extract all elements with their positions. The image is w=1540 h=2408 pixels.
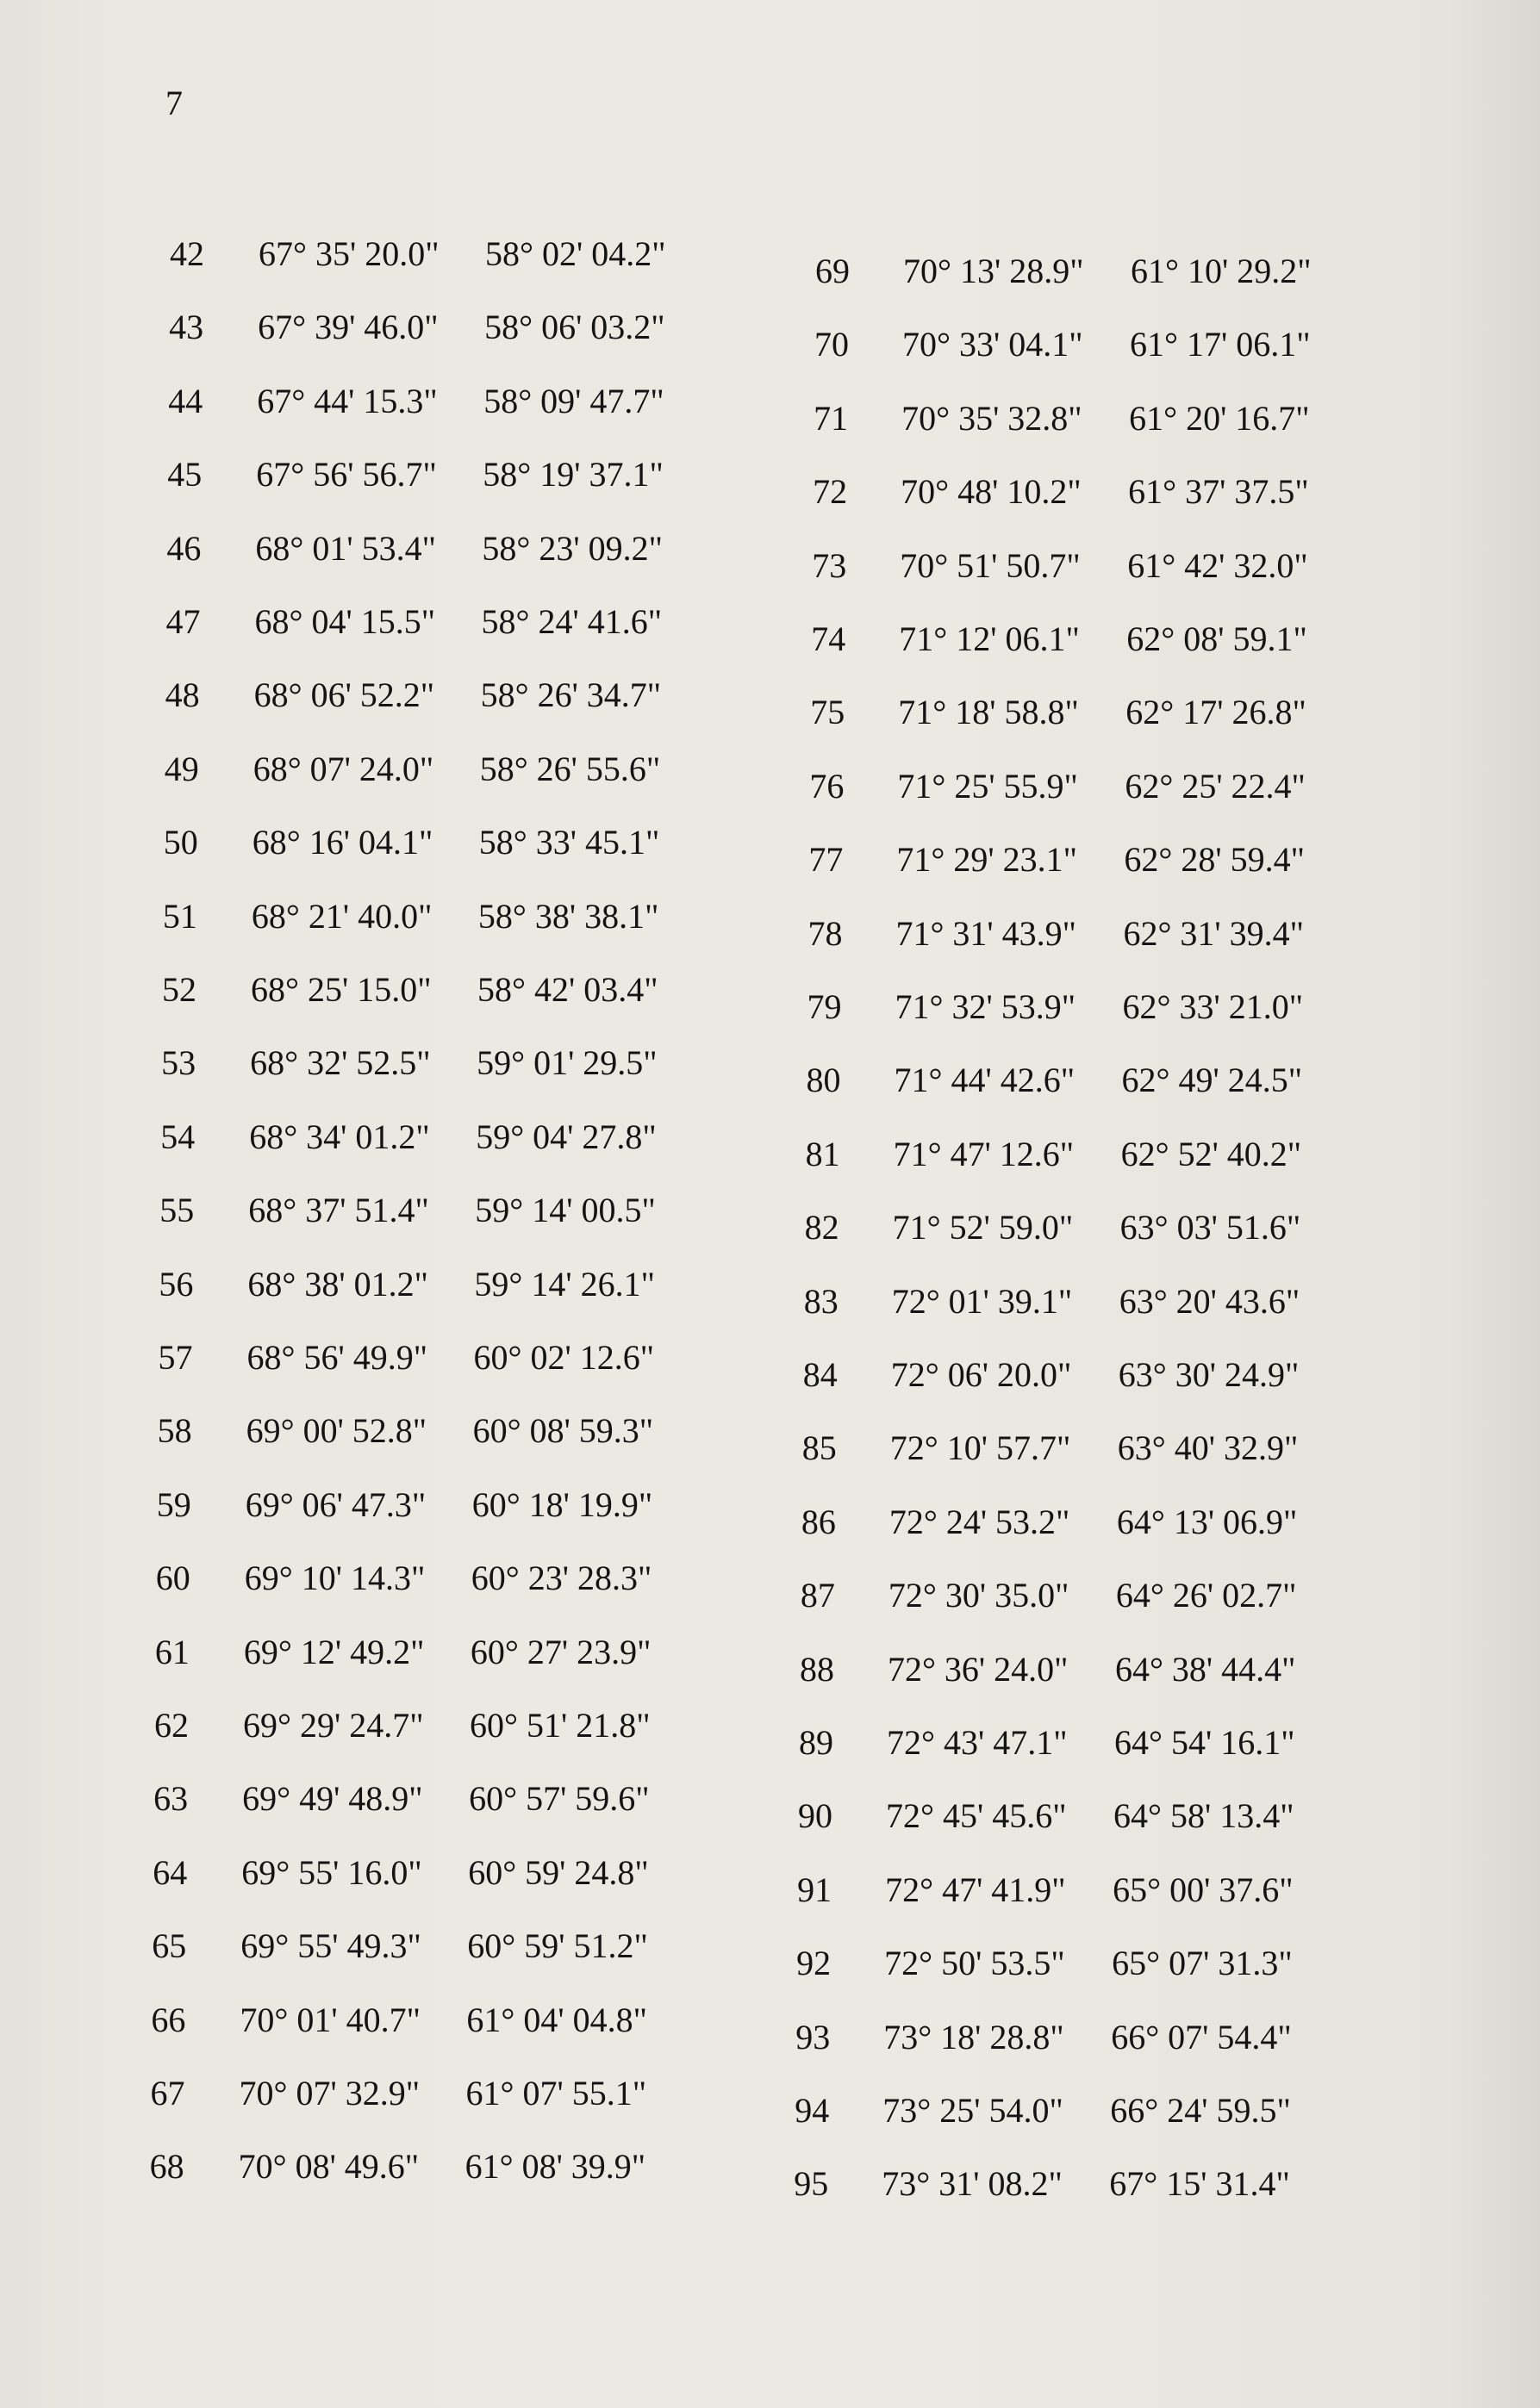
latitude-value: 68° 38' 01.2" (247, 1264, 428, 1304)
latitude-value: 72° 43' 47.1" (887, 1723, 1068, 1762)
latitude-value: 71° 25' 55.9" (897, 766, 1078, 806)
longitude-value: 65° 07' 31.3" (1112, 1944, 1293, 1983)
point-number: 62 (154, 1706, 189, 1745)
latitude-value: 68° 37' 51.4" (248, 1191, 429, 1230)
latitude-value: 68° 34' 01.2" (249, 1117, 430, 1156)
point-number: 86 (801, 1502, 836, 1541)
longitude-value: 63° 30' 24.9" (1118, 1355, 1300, 1394)
point-number: 92 (796, 1944, 832, 1983)
latitude-value: 68° 21' 40.0" (251, 896, 433, 936)
point-number: 71 (814, 398, 849, 438)
point-number: 43 (169, 308, 204, 347)
latitude-value: 72° 50' 53.5" (884, 1944, 1065, 1983)
point-number: 51 (162, 896, 197, 936)
latitude-value: 68° 25' 15.0" (251, 970, 432, 1009)
longitude-value: 60° 08' 59.3" (472, 1411, 654, 1451)
longitude-value: 64° 38' 44.4" (1114, 1649, 1296, 1689)
point-number: 74 (811, 619, 846, 658)
longitude-value: 63° 40' 32.9" (1117, 1428, 1299, 1468)
point-number: 61 (154, 1632, 190, 1671)
longitude-value: 58° 33' 45.1" (478, 823, 660, 862)
latitude-value: 72° 10' 57.7" (889, 1428, 1071, 1468)
point-number: 66 (151, 2000, 186, 2039)
longitude-value: 61° 07' 55.1" (465, 2074, 647, 2112)
point-number: 85 (801, 1428, 837, 1468)
longitude-value: 64° 26' 02.7" (1115, 1576, 1297, 1615)
point-number: 50 (163, 823, 198, 862)
longitude-value: 67° 15' 31.4" (1109, 2164, 1290, 2204)
point-number: 56 (159, 1264, 194, 1304)
point-number: 68 (149, 2147, 184, 2187)
longitude-value: 58° 42' 03.4" (477, 970, 658, 1009)
latitude-value: 72° 01' 39.1" (891, 1281, 1073, 1321)
point-number: 79 (807, 987, 842, 1026)
page-number: 7 (165, 84, 183, 122)
latitude-value: 68° 01' 53.4" (255, 528, 436, 568)
longitude-value: 60° 27' 23.9" (470, 1632, 652, 1671)
longitude-value: 58° 24' 41.6" (481, 602, 663, 641)
latitude-value: 72° 06' 20.0" (890, 1355, 1072, 1394)
latitude-value: 68° 04' 15.5" (254, 602, 436, 641)
latitude-value: 69° 12' 49.2" (243, 1632, 425, 1671)
longitude-value: 59° 14' 26.1" (474, 1264, 655, 1304)
longitude-value: 58° 26' 34.7" (480, 675, 662, 715)
longitude-value: 58° 38' 38.1" (477, 896, 659, 936)
point-number: 52 (162, 970, 196, 1009)
point-number: 59 (156, 1484, 191, 1524)
longitude-value: 65° 00' 37.6" (1113, 1870, 1294, 1909)
longitude-value: 61° 17' 06.1" (1130, 325, 1311, 364)
point-number: 42 (170, 234, 204, 273)
longitude-value: 58° 19' 37.1" (483, 455, 664, 495)
latitude-value: 71° 12' 06.1" (899, 619, 1080, 658)
point-number: 72 (813, 472, 848, 512)
latitude-value: 68° 32' 52.5" (250, 1043, 431, 1083)
latitude-value: 71° 31' 43.9" (895, 913, 1076, 953)
longitude-value: 62° 52' 40.2" (1120, 1134, 1302, 1173)
longitude-value: 59° 14' 00.5" (475, 1191, 656, 1230)
point-number: 93 (795, 2017, 831, 2056)
latitude-value: 69° 29' 24.7" (243, 1706, 424, 1745)
longitude-value: 62° 31' 39.4" (1123, 913, 1304, 953)
point-number: 45 (167, 455, 203, 495)
latitude-value: 69° 55' 16.0" (241, 1852, 422, 1892)
longitude-value: 66° 07' 54.4" (1111, 2017, 1292, 2056)
point-number: 60 (155, 1559, 190, 1598)
latitude-value: 71° 52' 59.0" (892, 1208, 1074, 1248)
longitude-value: 62° 08' 59.1" (1126, 619, 1307, 658)
point-number: 70 (814, 325, 850, 364)
point-number: 76 (809, 766, 845, 806)
latitude-value: 67° 44' 15.3" (257, 381, 438, 420)
latitude-value: 69° 06' 47.3" (245, 1484, 427, 1524)
latitude-value: 70° 13' 28.9" (903, 252, 1084, 290)
latitude-value: 72° 24' 53.2" (888, 1502, 1070, 1541)
point-number: 88 (799, 1649, 834, 1689)
longitude-value: 63° 20' 43.6" (1119, 1281, 1300, 1321)
point-number: 49 (164, 749, 199, 788)
point-number: 58 (157, 1411, 192, 1451)
point-number: 95 (794, 2164, 829, 2204)
point-number: 84 (802, 1355, 838, 1394)
longitude-value: 60° 59' 51.2" (467, 1926, 648, 1966)
latitude-value: 70° 35' 32.8" (901, 398, 1082, 438)
latitude-value: 70° 07' 32.9" (239, 2074, 421, 2112)
point-number: 83 (803, 1281, 839, 1321)
point-number: 44 (168, 381, 203, 420)
latitude-value: 68° 56' 49.9" (246, 1338, 428, 1377)
point-number: 65 (152, 1926, 187, 1966)
latitude-value: 68° 07' 24.0" (253, 749, 434, 788)
longitude-value: 62° 28' 59.4" (1124, 840, 1305, 880)
latitude-value: 71° 47' 12.6" (893, 1134, 1075, 1173)
point-number: 46 (166, 528, 202, 568)
latitude-value: 71° 18' 58.8" (898, 693, 1079, 732)
latitude-value: 73° 31' 08.2" (882, 2164, 1063, 2204)
point-number: 55 (159, 1191, 195, 1230)
longitude-value: 62° 49' 24.5" (1121, 1061, 1303, 1100)
longitude-value: 58° 09' 47.7" (483, 381, 664, 420)
latitude-value: 70° 01' 40.7" (240, 2000, 421, 2039)
latitude-value: 68° 06' 52.2" (253, 675, 435, 715)
longitude-value: 62° 17' 26.8" (1125, 693, 1306, 732)
point-number: 77 (808, 840, 844, 880)
longitude-value: 64° 13' 06.9" (1116, 1502, 1298, 1541)
longitude-value: 64° 54' 16.1" (1114, 1723, 1295, 1762)
latitude-value: 70° 51' 50.7" (900, 545, 1081, 585)
point-number: 57 (158, 1338, 193, 1377)
longitude-value: 58° 06' 03.2" (484, 308, 665, 347)
longitude-value: 60° 18' 19.9" (471, 1484, 653, 1524)
point-number: 78 (807, 913, 843, 953)
latitude-value: 71° 32' 53.9" (895, 987, 1076, 1026)
longitude-value: 59° 04' 27.8" (476, 1117, 657, 1156)
point-number: 90 (798, 1796, 833, 1836)
longitude-value: 63° 03' 51.6" (1119, 1208, 1301, 1248)
point-number: 87 (800, 1576, 835, 1615)
longitude-value: 60° 23' 28.3" (471, 1559, 652, 1598)
point-number: 82 (804, 1208, 839, 1248)
latitude-value: 67° 39' 46.0" (258, 308, 439, 347)
longitude-value: 61° 42' 32.0" (1127, 545, 1308, 585)
latitude-value: 72° 47' 41.9" (885, 1870, 1066, 1909)
latitude-value: 72° 30' 35.0" (888, 1576, 1069, 1615)
point-number: 89 (799, 1723, 833, 1762)
longitude-value: 61° 10' 29.2" (1131, 252, 1312, 290)
point-number: 47 (165, 602, 201, 641)
latitude-value: 69° 55' 49.3" (240, 1926, 421, 1966)
longitude-value: 62° 33' 21.0" (1122, 987, 1304, 1026)
point-number: 94 (795, 2091, 830, 2130)
longitude-value: 62° 25' 22.4" (1125, 766, 1306, 806)
latitude-value: 69° 10' 14.3" (244, 1559, 426, 1598)
longitude-value: 58° 23' 09.2" (482, 528, 663, 568)
longitude-value: 60° 57' 59.6" (469, 1779, 650, 1819)
longitude-value: 61° 37' 37.5" (1128, 472, 1309, 512)
longitude-value: 61° 04' 04.8" (466, 2000, 647, 2039)
longitude-value: 66° 24' 59.5" (1110, 2091, 1291, 2130)
latitude-value: 71° 29' 23.1" (896, 840, 1077, 880)
longitude-value: 58° 26' 55.6" (479, 749, 661, 788)
latitude-value: 68° 16' 04.1" (252, 823, 433, 862)
latitude-value: 70° 33' 04.1" (902, 325, 1083, 364)
latitude-value: 70° 08' 49.6" (238, 2147, 420, 2187)
latitude-value: 71° 44' 42.6" (894, 1061, 1076, 1100)
latitude-value: 73° 18' 28.8" (883, 2017, 1064, 2056)
latitude-value: 67° 56' 56.7" (256, 455, 437, 495)
point-number: 75 (810, 693, 845, 732)
point-number: 80 (806, 1061, 841, 1100)
longitude-value: 60° 02' 12.6" (473, 1338, 655, 1377)
longitude-value: 61° 20' 16.7" (1129, 398, 1310, 438)
point-number: 64 (153, 1852, 188, 1892)
point-number: 48 (165, 675, 200, 715)
longitude-value: 60° 51' 21.8" (470, 1706, 651, 1745)
longitude-value: 59° 01' 29.5" (477, 1043, 658, 1083)
longitude-value: 58° 02' 04.2" (485, 234, 666, 273)
latitude-value: 72° 45' 45.6" (886, 1796, 1067, 1836)
point-number: 81 (805, 1134, 840, 1173)
point-number: 69 (815, 252, 850, 290)
latitude-value: 72° 36' 24.0" (887, 1649, 1069, 1689)
point-number: 63 (153, 1779, 189, 1819)
longitude-value: 64° 58' 13.4" (1113, 1796, 1294, 1836)
longitude-value: 61° 08' 39.9" (464, 2147, 646, 2187)
latitude-value: 69° 49' 48.9" (242, 1779, 423, 1819)
point-number: 67 (150, 2074, 185, 2112)
latitude-value: 67° 35' 20.0" (259, 234, 440, 273)
latitude-value: 70° 48' 10.2" (901, 472, 1082, 512)
longitude-value: 60° 59' 24.8" (468, 1852, 649, 1892)
latitude-value: 69° 00' 52.8" (246, 1411, 427, 1451)
point-number: 73 (812, 545, 847, 585)
point-number: 53 (161, 1043, 196, 1083)
latitude-value: 73° 25' 54.0" (882, 2091, 1063, 2130)
point-number: 91 (797, 1870, 832, 1909)
point-number: 54 (160, 1117, 196, 1156)
